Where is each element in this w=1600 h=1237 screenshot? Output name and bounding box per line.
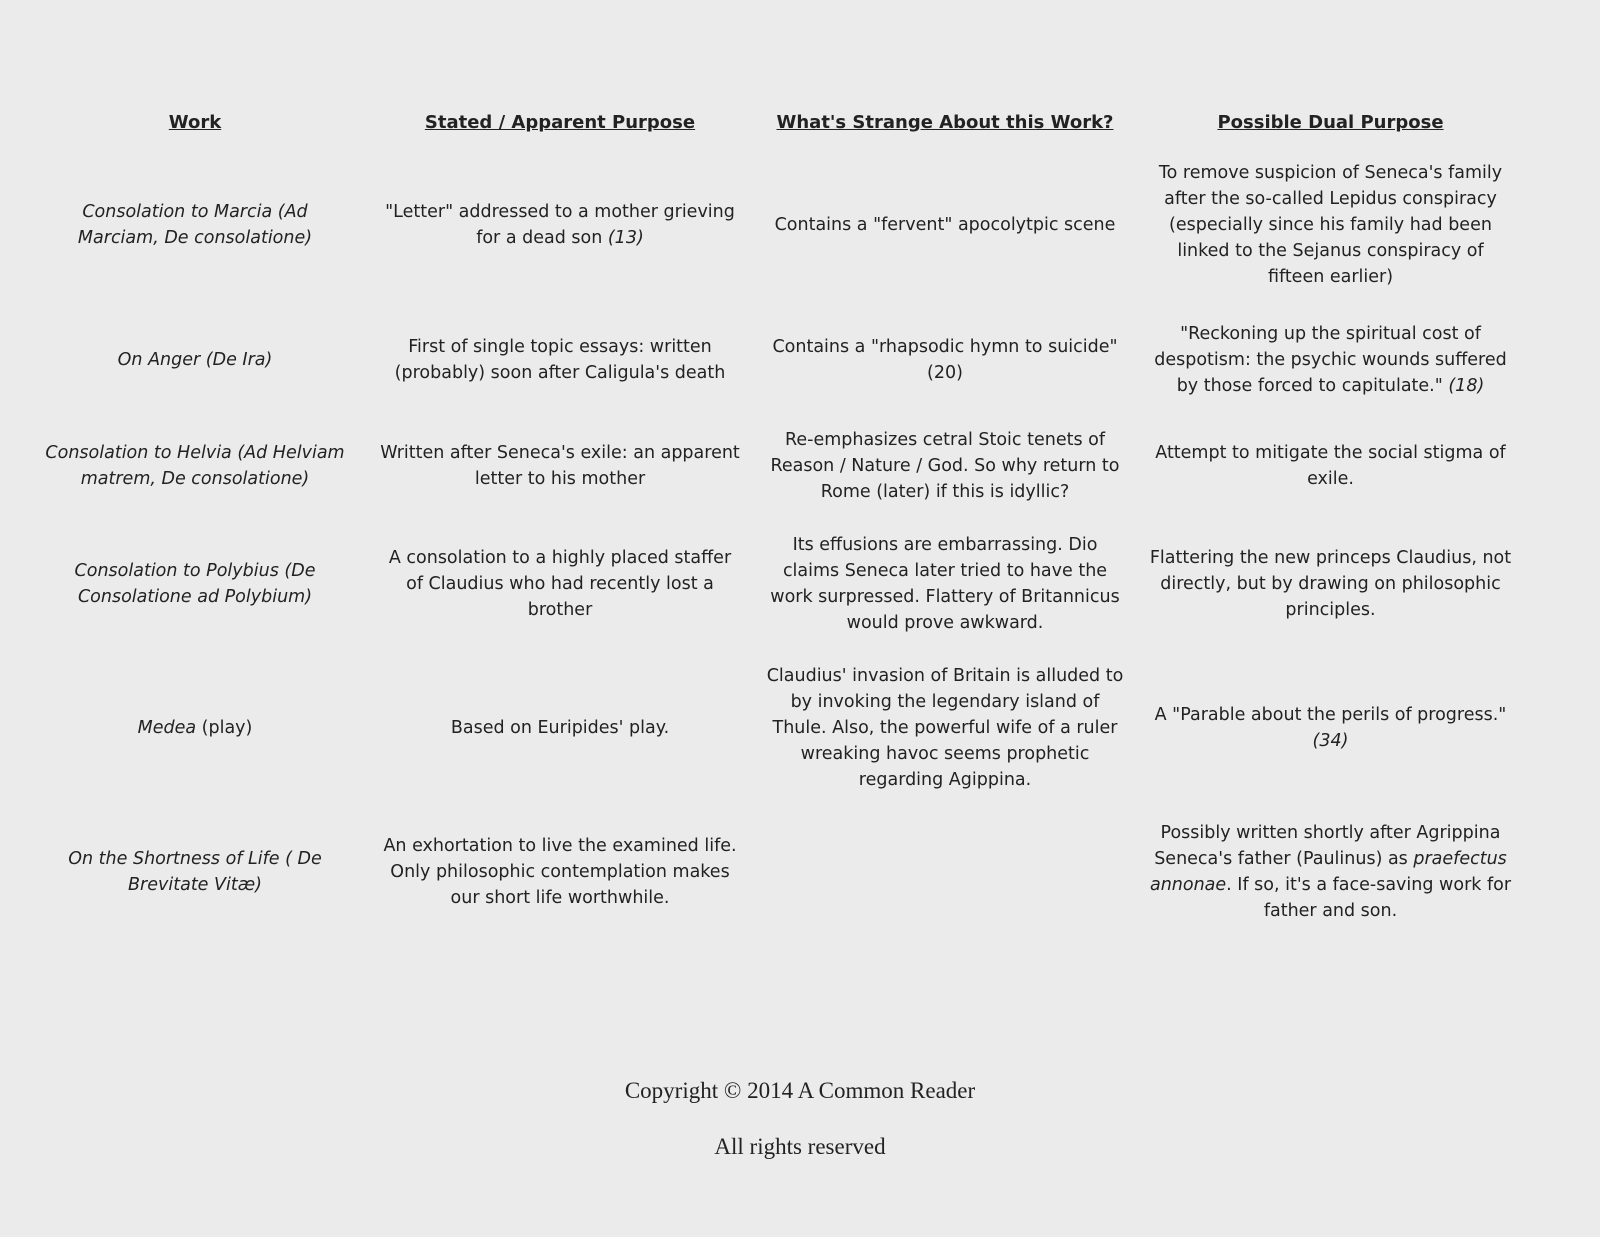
- row1-work-text: Consolation to Marcia (Ad Marciam, De consolatione): [77, 202, 313, 248]
- row3-stated-text: Written after Seneca's exile: an apparent letter to his mother: [380, 443, 740, 489]
- row6-dual-b: . If so, it's a face-saving work for father and son.: [1226, 875, 1512, 921]
- row2-strange: [765, 320, 1125, 400]
- row2-work: [45, 320, 345, 400]
- row6-dual-italic: praefectus annonae: [1149, 849, 1507, 895]
- row3-strange: [765, 426, 1125, 506]
- row6-strange: [765, 820, 1125, 924]
- row5-work-suffix: (play): [196, 718, 253, 738]
- row5-stated: [380, 663, 740, 793]
- row1-dual: [1148, 160, 1513, 290]
- row1-work: [45, 160, 345, 290]
- row6-stated: [380, 820, 740, 924]
- row3-work-text: Consolation to Helvia (Ad Helviam matrem, De consolatione): [45, 443, 345, 489]
- row2-strange-text: Contains a "rhapsodic hymn to suicide" (20): [772, 337, 1118, 383]
- row1-strange-text: Contains a "fervent" apocolytpic scene: [774, 215, 1116, 235]
- row2-stated: [380, 320, 740, 400]
- row5-dual-ref: (34): [1312, 731, 1349, 751]
- row1-stated: [380, 160, 740, 290]
- row4-work: [45, 532, 345, 636]
- row6-dual-a: Possibly written shortly after Agrippina Seneca's father (Paulinus) as: [1154, 823, 1501, 869]
- row5-dual-text: A "Parable about the perils of progress.": [1154, 705, 1507, 725]
- row4-stated: [380, 532, 740, 636]
- row2-dual: [1148, 320, 1513, 400]
- row6-work-text: On the Shortness of Life ( De Brevitate Vitæ): [68, 849, 322, 895]
- row6-dual: [1148, 820, 1513, 924]
- row5-stated-text: Based on Euripides' play.: [450, 718, 670, 738]
- row1-stated-text: "Letter" addressed to a mother grieving for a dead son: [385, 202, 735, 248]
- row5-dual: [1148, 663, 1513, 793]
- row2-dual-text: "Reckoning up the spiritual cost of despotism: the psychic wounds suffered by those forced to capitulate.": [1154, 324, 1507, 396]
- row1-strange: [765, 160, 1125, 290]
- row4-strange: [765, 532, 1125, 636]
- header-whats-strange: What's Strange About this Work?: [776, 112, 1114, 133]
- row1-dual-text: To remove suspicion of Seneca's family after the so-called Lepidus conspiracy (especially since his family had been linked to the Sejanus conspiracy of fifteen earlier): [1158, 163, 1503, 287]
- row5-work-title: Medea: [137, 718, 197, 738]
- header-stated-purpose: Stated / Apparent Purpose: [424, 112, 696, 133]
- row4-stated-text: A consolation to a highly placed staffer of Claudius who had recently lost a brother: [388, 548, 732, 620]
- row5-strange-text: Claudius' invasion of Britain is alluded to by invoking the legendary island of Thule. Also, the powerful wife of a ruler wreaking havoc seems prophetic regarding Agippina.: [766, 666, 1124, 790]
- row3-strange-text: Re-emphasizes cetral Stoic tenets of Reason / Nature / God. So why return to Rome (later) if this is idyllic?: [770, 430, 1120, 502]
- row6-stated-text: An exhortation to live the examined life. Only philosophic contemplation makes our short life worthwhile.: [383, 836, 737, 908]
- copyright-notice: Copyright © 2014 A Common Reader: [624, 1078, 976, 1103]
- row4-dual-text: Flattering the new princeps Claudius, not directly, but by drawing on philosophic principles.: [1149, 548, 1512, 620]
- header-work: Work: [168, 112, 222, 133]
- row3-dual-text: Attempt to mitigate the social stigma of exile.: [1155, 443, 1506, 489]
- row5-work: [45, 663, 345, 793]
- row5-strange: [765, 663, 1125, 793]
- row3-stated: [380, 426, 740, 506]
- row6-work: [45, 820, 345, 924]
- row4-strange-text: Its effusions are embarrassing. Dio claims Seneca later tried to have the work surpressed. Flattery of Britannicus would prove awkward.: [770, 535, 1120, 633]
- rights-notice: All rights reserved: [714, 1134, 886, 1159]
- row4-work-text: Consolation to Polybius (De Consolatione ad Polybium): [74, 561, 316, 607]
- row2-dual-ref: (18): [1448, 376, 1485, 396]
- row1-stated-ref: (13): [607, 228, 644, 248]
- row4-dual: [1148, 532, 1513, 636]
- row3-work: [45, 426, 345, 506]
- row3-dual: [1148, 426, 1513, 506]
- header-dual-purpose: Possible Dual Purpose: [1217, 112, 1444, 133]
- row2-work-text: On Anger (De Ira): [117, 350, 273, 370]
- row2-stated-text: First of single topic essays: written (probably) soon after Caligula's death: [394, 337, 726, 383]
